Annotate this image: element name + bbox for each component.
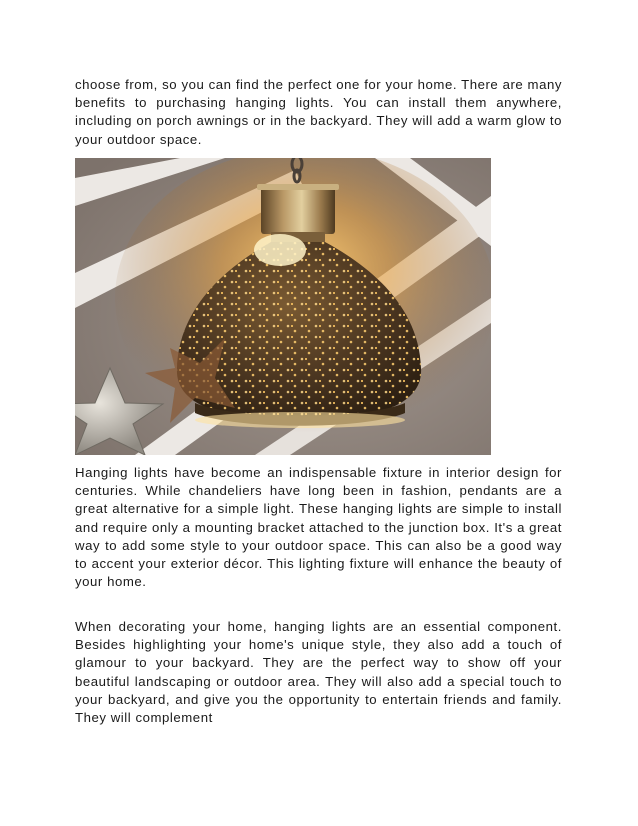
paragraph-hanging-lights: Hanging lights have become an indispensable fixture in interior design for centuries. While chandeliers have long been in fashion, pendants are a great alternative for a simple light. These hanging lights are simple to install and require only a mounting bracket attached to the junction box. It's a great way to add some style to your outdoor space. This can also be a good way to accent your exterior décor. This lighting fixture will enhance the beauty of your home. (75, 465, 562, 590)
lamp-canopy (261, 186, 335, 234)
pendant-lamp-photo (75, 158, 491, 455)
paragraph-decorating: When decorating your home, hanging lights are an essential component. Besides highlighting your home's unique style, they also add a touch of glamour to your backyard. They are the perfect way to show off your beautiful landscaping or outdoor area. They will also add a special touch to your backyard, and give you the opportunity to entertain friends and family. They will complement (75, 619, 562, 726)
bulb-glow (254, 234, 306, 266)
lamp-illustration (75, 158, 491, 455)
paragraph-intro: choose from, so you can find the perfect one for your home. There are many benefits to purchasing hanging lights. You can install them anywhere, including on porch awnings or in the backyard. They will add a warm glow to your outdoor space. (75, 77, 562, 147)
